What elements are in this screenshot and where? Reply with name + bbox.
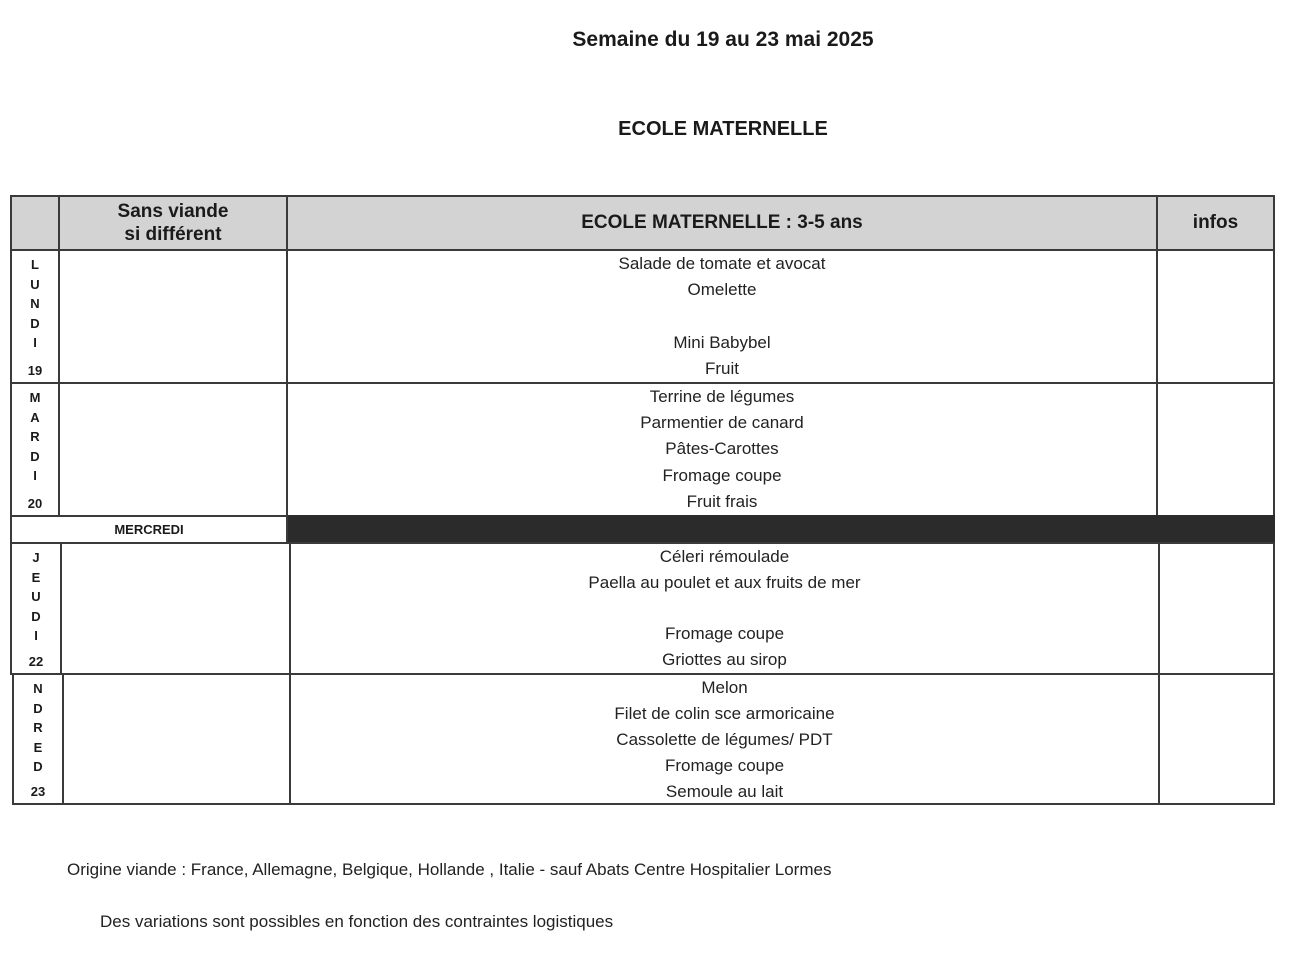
menu-item: Fruit frais: [686, 491, 758, 511]
menu-item: Fromage coupe: [664, 756, 785, 775]
day-letter: I: [33, 335, 37, 350]
day-cell-lundi: [10, 249, 60, 384]
menu-item: Céleri rémoulade: [659, 547, 790, 566]
day-letter: D: [33, 700, 43, 716]
day-letter: N: [33, 681, 43, 696]
day-number: 23: [30, 784, 46, 799]
variations-note: Des variations sont possibles en fonction des contraintes logistiques: [100, 912, 614, 931]
menu-item: Pâtes-Carottes: [665, 439, 779, 459]
col-header-sans-viande: Sans viande si différent: [58, 195, 288, 251]
day-number: 19: [27, 363, 43, 378]
day-letter: D: [30, 448, 40, 464]
menu-item: Melon: [701, 678, 748, 697]
sans-viande-cell-lundi: [58, 249, 288, 384]
corner-cell: [10, 195, 60, 251]
infos-cell-mardi: [1156, 382, 1275, 517]
menu-item: Filet de colin sce armoricaine: [614, 704, 835, 723]
menu-item: Mini Babybel: [673, 332, 771, 352]
week-title: Semaine du 19 au 23 mai 2025: [572, 28, 874, 51]
mercredi-label: MERCREDI: [10, 515, 288, 544]
school-title: ECOLE MATERNELLE: [618, 118, 828, 140]
col-header-main: ECOLE MATERNELLE : 3-5 ans: [286, 195, 1158, 251]
menu-item: Semoule au lait: [665, 782, 784, 801]
day-letter: E: [31, 569, 41, 585]
day-letter: J: [32, 550, 40, 565]
day-letter: D: [30, 315, 40, 331]
day-cell-vendredi: [12, 673, 64, 805]
day-letter: D: [31, 608, 41, 624]
menu-cell-mardi: [286, 382, 1158, 517]
day-number: 20: [27, 496, 43, 511]
infos-cell-lundi: [1156, 249, 1275, 384]
menu-table: [10, 195, 1275, 805]
menu-item: Fromage coupe: [664, 624, 785, 643]
menu-item: Griottes au sirop: [662, 650, 787, 669]
day-cell-jeudi: [10, 542, 62, 675]
day-letter: E: [33, 739, 43, 755]
day-letter: U: [30, 276, 40, 292]
menu-cell-vendredi: [289, 673, 1160, 805]
menu-item: Cassolette de légumes/ PDT: [616, 730, 833, 749]
menu-item: Parmentier de canard: [640, 413, 804, 433]
day-letter: R: [30, 429, 40, 444]
meat-origin-note: Origine viande : France, Allemagne, Belgique, Hollande , Italie - sauf Abats Centre Hospitalier Lormes: [67, 860, 832, 879]
day-cell-mardi: [10, 382, 60, 517]
day-letter: I: [33, 468, 37, 483]
day-letter: R: [33, 720, 43, 735]
mercredi-closed-bar: [288, 515, 1275, 544]
col-header-infos: infos: [1156, 195, 1275, 251]
day-letter: I: [34, 628, 38, 643]
day-letter: L: [31, 257, 39, 272]
day-letter: D: [33, 759, 43, 774]
infos-cell-vendredi: [1158, 673, 1275, 805]
day-letter: M: [29, 390, 41, 405]
menu-item: Paella au poulet et aux fruits de mer: [588, 573, 861, 592]
menu-cell-jeudi: [289, 542, 1160, 675]
day-letter: A: [30, 409, 40, 425]
day-letter: U: [31, 589, 41, 604]
infos-cell-jeudi: [1158, 542, 1275, 675]
menu-cell-lundi: [286, 249, 1158, 384]
day-number: 22: [28, 654, 44, 669]
sans-viande-cell-vendredi: [62, 673, 291, 805]
menu-item: Fromage coupe: [662, 465, 782, 485]
menu-item: Salade de tomate et avocat: [618, 254, 826, 273]
day-letter: N: [30, 296, 40, 311]
menu-item: Fruit: [705, 358, 739, 378]
menu-item: Omelette: [687, 280, 757, 300]
sans-viande-cell-mardi: [58, 382, 288, 517]
menu-item: Terrine de légumes: [649, 387, 795, 406]
sans-viande-cell-jeudi: [60, 542, 291, 675]
